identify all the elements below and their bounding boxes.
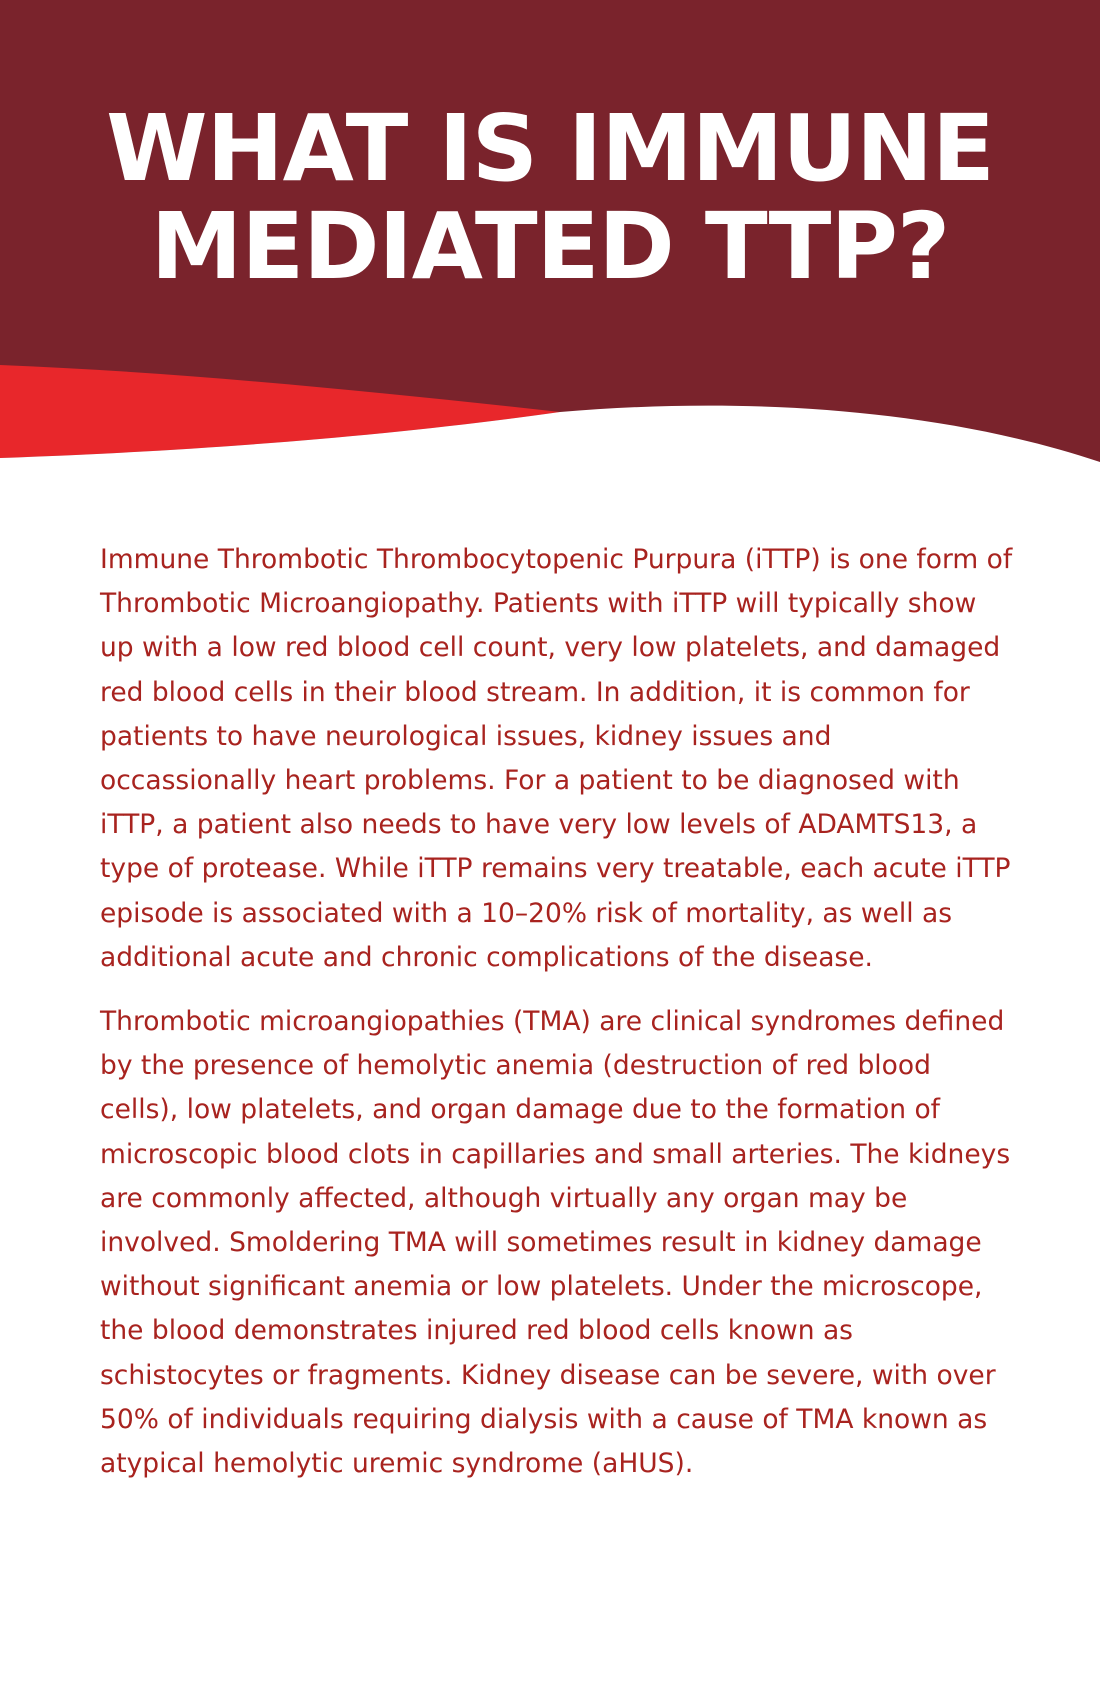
title-line-2: MEDIATED TTP?: [150, 193, 950, 300]
paragraph-ittp-definition: Immune Thrombotic Thrombocytopenic Purpura (iTTP) is one form of Thrombotic Microangiopathy. Patients with iTTP will typically show up with a low red blood cell count, very low platelets, and damaged red blood cells in their blood stream. In addition, it is common for patients to have neurological issues, kidney issues and occassionally heart problems. For a patient to be diagnosed with iTTP, a patient also needs to have very low levels of ADAMTS13, a type of protease. While iTTP remains very treatable, each acute iTTP episode is associated with a 10–20% risk of mortality, as well as additional acute and chronic complications of the disease.: [100, 544, 1013, 973]
title-line-1: WHAT IS IMMUNE: [106, 95, 994, 202]
body-content: [100, 538, 1015, 1506]
header-banner: [0, 0, 1100, 470]
page-title: [0, 95, 1100, 300]
paragraph-tma-definition: Thrombotic microangiopathies (TMA) are clinical syndromes defined by the presence of hemolytic anemia (destruction of red blood cells), low platelets, and organ damage due to the formation of microscopic blood clots in capillaries and small arteries. The kidneys are commonly affected, although virtually any organ may be involved. Smoldering TMA will sometimes result in kidney damage without significant anemia or low platelets. Under the microscope, the blood demonstrates injured red blood cells known as schistocytes or fragments. Kidney disease can be severe, with over 50% of individuals requiring dialysis with a cause of TMA known as atypical hemolytic uremic syndrome (aHUS).: [100, 1006, 1011, 1480]
